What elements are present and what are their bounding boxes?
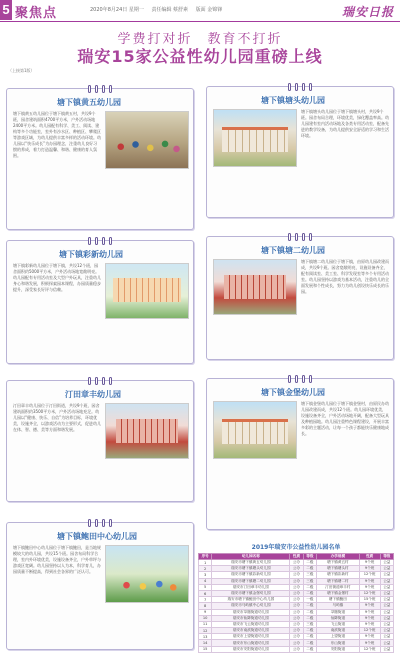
card-title: 塘下镇鲍田中心幼儿园 — [57, 532, 137, 541]
kindergarten-photo — [105, 545, 189, 603]
table-cell: 二级 — [303, 628, 316, 634]
kindergarten-card — [206, 86, 394, 218]
article-byline: （上接第1版） — [8, 68, 35, 73]
table-cell: 9个班 — [359, 578, 380, 584]
kindergarten-photo — [105, 263, 189, 319]
table-cell: 8 — [199, 603, 212, 609]
table-cell: 11 — [199, 621, 212, 627]
table-cell: 公益 — [380, 628, 393, 634]
page-number: 5 — [0, 0, 12, 20]
table-cell: 塘下镇金堡村 — [317, 590, 360, 596]
table-cell: 12个班 — [359, 572, 380, 578]
table-cell: 二级 — [303, 603, 316, 609]
table-cell: 公益 — [380, 640, 393, 646]
table-row — [199, 597, 394, 603]
card-title: 塘下镇塘二幼儿园 — [261, 246, 325, 255]
table-cell: 瑞安市塘下镇塘头幼儿园 — [212, 566, 290, 572]
table-cell: 二级 — [303, 566, 316, 572]
issue-date: 2020年8月24日 星期一 — [90, 7, 144, 13]
card-title: 汀田章丰幼儿园 — [65, 390, 121, 399]
table-cell: 公益 — [380, 634, 393, 640]
table-cell: 公办 — [290, 609, 303, 615]
kindergarten-list — [198, 542, 394, 650]
table-cell: 公益 — [380, 609, 393, 615]
table-cell: 公办 — [290, 578, 303, 584]
table-cell: 莘塍街道 — [317, 609, 360, 615]
table-cell: 二级 — [303, 560, 316, 566]
table-cell: 7 — [199, 597, 212, 603]
table-cell: 公办 — [290, 640, 303, 646]
editor-credit: 责任编辑 蔡舒素 — [151, 7, 189, 13]
table-cell: 公办 — [290, 634, 303, 640]
table-cell: 瑞安市莘塍街道幼儿园 — [212, 609, 290, 615]
table-cell: 一级 — [303, 597, 316, 603]
table-cell: 公益 — [380, 590, 393, 596]
card-text: 塘下镇黄五幼儿园位于塘下镇黄五村，共设9个班，园舍建筑面积4700平方米，户外活动场地2400平方米。幼儿园配有科学、美工、阅读、建构等多个功能室，室外有沙水区、种植区、攀爬区等游戏区域，为幼儿提供丰富多样的活动环境。幼儿园以“快乐成长”为办园理念，注重幼儿良好习惯的养成，着力打造温馨、和谐、健康的育人氛围。 — [13, 111, 101, 158]
table-cell: 东山街道 — [317, 640, 360, 646]
kindergarten-card — [206, 378, 394, 530]
table-cell: 10 — [199, 615, 212, 621]
table-cell: 公益 — [380, 584, 393, 590]
table-cell: 马屿镇 — [317, 603, 360, 609]
table-cell: 瑞安市上望街道幼儿园 — [212, 634, 290, 640]
table-cell: 瑞安市汀田章丰幼儿园 — [212, 584, 290, 590]
column-header: 等级 — [380, 554, 393, 560]
card-text: 塘下镇塘二幼儿园位于塘下镇，由原幼儿园改建而成，共设9个班。园舍宽敞明亮，设施设备齐全，配有阅读室、美工室、科学发现室等多个专用活动室。幼儿园坚持以游戏为基本活动，注重幼儿的全面发展和个性成长，努力为幼儿创设快乐成长的乐园。 — [301, 259, 389, 294]
table-title: 2019年瑞安市公益性幼儿园名单 — [251, 544, 341, 551]
article-headline: 瑞安15家公益性幼儿园重磅上线 — [77, 47, 323, 66]
table-cell: 公益 — [380, 621, 393, 627]
table-cell: 三级 — [303, 572, 316, 578]
table-cell: 9个班 — [359, 609, 380, 615]
kindergarten-photo — [105, 111, 189, 169]
layout-credit: 版面 金锦锋 — [195, 7, 223, 13]
table-cell: 6 — [199, 590, 212, 596]
table-cell: 三级 — [303, 621, 316, 627]
card-title: 塘下镇金堡幼儿园 — [261, 388, 325, 397]
kindergarten-card — [6, 240, 194, 364]
kindergarten-photo — [213, 109, 297, 167]
table-cell: 塘下镇鲍田 — [317, 597, 360, 603]
table-cell: 公益 — [380, 578, 393, 584]
table-cell: 公办 — [290, 603, 303, 609]
kindergarten-table — [198, 553, 394, 653]
table-cell: 瑞安市塘下镇金堡幼儿园 — [212, 590, 290, 596]
table-cell: 12个班 — [359, 646, 380, 652]
table-cell: 塘下镇塘二村 — [317, 578, 360, 584]
table-row — [199, 646, 394, 652]
table-cell: 瑞安市南滨街道幼儿园 — [212, 628, 290, 634]
table-cell: 9个班 — [359, 584, 380, 590]
table-cell: 汀田街道章丰村 — [317, 584, 360, 590]
table-cell: 瑞安市马屿镇中心幼儿园 — [212, 603, 290, 609]
table-cell: 瑞安市安阳街道幼儿园 — [212, 646, 290, 652]
table-cell: 公办 — [290, 560, 303, 566]
table-cell: 9个班 — [359, 634, 380, 640]
table-cell: 南滨街道 — [317, 628, 360, 634]
binder-rings — [7, 377, 193, 385]
binder-rings — [207, 233, 393, 241]
card-text: 塘下镇金堡幼儿园位于塘下镇金堡村，由原民办幼儿园改建而成，共设12个班。幼儿园环境优美，设施设备齐全，户外活动场地开阔，配备大型玩具及种植园地。幼儿园注重特色课程建设，开展丰富多彩的主题活动，让每一个孩子都能快乐健康地成长。 — [301, 401, 389, 436]
table-cell: 二级 — [303, 646, 316, 652]
table-cell: 9个班 — [359, 621, 380, 627]
table-cell: 1 — [199, 560, 212, 566]
kindergarten-photo — [213, 401, 297, 459]
table-cell: 公办 — [290, 646, 303, 652]
table-cell: 公益 — [380, 566, 393, 572]
table-cell: 14 — [199, 640, 212, 646]
table-cell: 塘下镇塘头村 — [317, 566, 360, 572]
card-title: 塘下镇彩新幼儿园 — [59, 250, 123, 259]
kindergarten-photo — [105, 403, 189, 459]
table-cell: 上望街道 — [317, 634, 360, 640]
kindergarten-card — [6, 380, 194, 502]
header-meta — [90, 6, 228, 13]
binder-rings — [207, 83, 393, 91]
table-cell: 9个班 — [359, 560, 380, 566]
table-cell: 公办 — [290, 628, 303, 634]
table-cell: 12 — [199, 628, 212, 634]
table-cell: 9个班 — [359, 566, 380, 572]
table-cell: 公益 — [380, 572, 393, 578]
table-cell: 公益 — [380, 560, 393, 566]
table-cell: 15 — [199, 646, 212, 652]
table-cell: 公办 — [290, 615, 303, 621]
table-cell: 12个班 — [359, 628, 380, 634]
table-cell: 瑞安市塘下镇彩新幼儿园 — [212, 572, 290, 578]
table-cell: 公办 — [290, 621, 303, 627]
table-cell: 公办 — [290, 597, 303, 603]
column-header: 等级 — [303, 554, 316, 560]
kindergarten-card — [6, 88, 194, 230]
table-cell: 瑞安市塘下镇塘二幼儿园 — [212, 578, 290, 584]
table-cell: 2 — [199, 566, 212, 572]
table-cell: 公益 — [380, 603, 393, 609]
binder-rings — [7, 85, 193, 93]
table-cell: 9 — [199, 609, 212, 615]
column-header: 序号 — [199, 554, 212, 560]
table-cell: 瑞安市东山街道幼儿园 — [212, 640, 290, 646]
table-cell: 二级 — [303, 634, 316, 640]
table-cell: 瑞安市塘下镇黄五幼儿园 — [212, 560, 290, 566]
table-cell: 二级 — [303, 590, 316, 596]
table-cell: 瑞安市仙降街道幼儿园 — [212, 615, 290, 621]
column-header: 性质 — [359, 554, 380, 560]
binder-rings — [7, 237, 193, 245]
table-cell: 3 — [199, 572, 212, 578]
table-cell: 12个班 — [359, 590, 380, 596]
card-text: 汀田章丰幼儿园位于汀田街道，共设9个班，园舍建筑面积约3500平方米，户外活动场地充足。幼儿园以“健康、快乐、自信”为培养目标，环境优美，设施齐全，以游戏活动为主要形式，促进幼儿在体、智、德、美等方面和谐发展。 — [13, 403, 101, 432]
table-cell: 公办 — [290, 566, 303, 572]
table-cell: 瑞安市塘下镇鲍田中心幼儿园 — [212, 597, 290, 603]
table-cell: 飞云街道 — [317, 621, 360, 627]
column-header: 办学规模 — [317, 554, 360, 560]
table-cell: 9个班 — [359, 615, 380, 621]
table-cell: 4 — [199, 578, 212, 584]
table-cell: 二级 — [303, 609, 316, 615]
table-cell: 公益 — [380, 597, 393, 603]
table-cell: 5 — [199, 584, 212, 590]
table-cell: 三级 — [303, 578, 316, 584]
card-text: 塘下镇鲍田中心幼儿园位于塘下镇鲍田，是当地规模较大的幼儿园，共设15个班。园舍布局科学合理，室内外环境优美，设施设备齐全，户外草坪与游戏区宽阔。幼儿园坚持以人为本，科学育儿，办园质量不断提高，得到社会各界的广泛认可。 — [13, 545, 101, 574]
table-cell: 塘下镇彩新村 — [317, 572, 360, 578]
table-cell: 9个班 — [359, 640, 380, 646]
table-cell: 二级 — [303, 584, 316, 590]
table-cell: 公办 — [290, 590, 303, 596]
table-cell: 15个班 — [359, 597, 380, 603]
kindergarten-photo — [213, 259, 297, 315]
table-cell: 安阳街道 — [317, 646, 360, 652]
paper-logo: 瑞安日报 — [341, 5, 394, 19]
table-cell: 公益 — [380, 646, 393, 652]
table-cell: 公办 — [290, 572, 303, 578]
card-text: 塘下镇塘头幼儿园位于塘下镇塘头村，共设9个班。园舍布局合理，环境优美，绿化覆盖率高。幼儿园建有室内活动场地及各类专用活动室，配备先进的教学设备，为幼儿提供安全舒适的学习和生活环境。 — [301, 109, 389, 138]
column-header: 幼儿园名称 — [212, 554, 290, 560]
table-cell: 塘下镇黄五村 — [317, 560, 360, 566]
card-title: 塘下镇塘头幼儿园 — [261, 96, 325, 105]
binder-rings — [7, 519, 193, 527]
table-cell: 13 — [199, 634, 212, 640]
card-text: 塘下镇彩新幼儿园位于塘下镇，共设12个班，园舍面积约5000平方米，户外活动场地宽敞明亮。幼儿园配有专用活动室及大型户外玩具，注重幼儿身心和谐发展，积极探索园本课程，办园质量稳步提升，深受家长好评与信赖。 — [13, 263, 101, 292]
table-cell: 公办 — [290, 584, 303, 590]
table-cell: 瑞安市飞云街道幼儿园 — [212, 621, 290, 627]
table-cell: 仙降街道 — [317, 615, 360, 621]
table-cell: 公益 — [380, 615, 393, 621]
column-header: 性质 — [290, 554, 303, 560]
table-cell: 9个班 — [359, 603, 380, 609]
kindergarten-card — [206, 236, 394, 360]
table-cell: 二级 — [303, 615, 316, 621]
section-name: 聚焦点 — [15, 6, 58, 21]
article-subtitle: 学费打对折 教育不打折 — [117, 32, 283, 47]
card-title: 塘下镇黄五幼儿园 — [57, 98, 121, 107]
page-header — [0, 0, 400, 22]
table-cell: 二级 — [303, 640, 316, 646]
binder-rings — [207, 375, 393, 383]
kindergarten-card — [6, 522, 194, 650]
